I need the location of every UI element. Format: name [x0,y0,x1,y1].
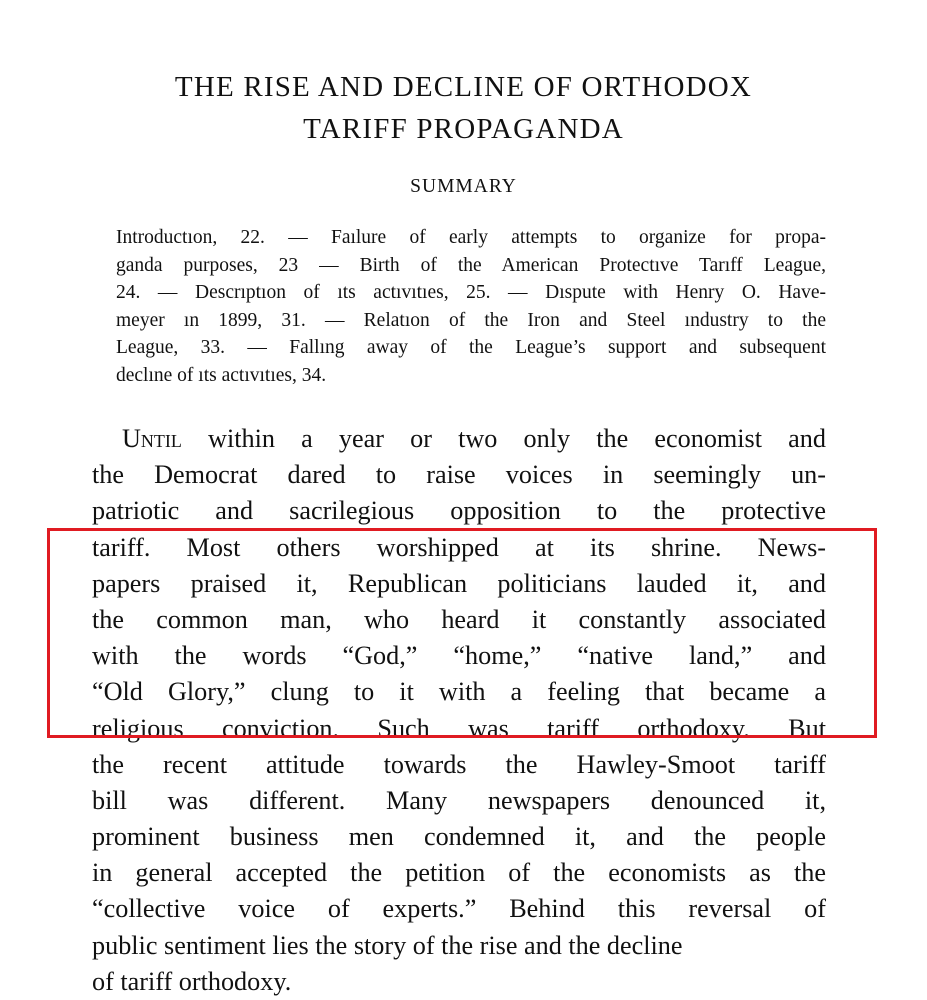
body-line: prominent business men condemned it, and the people [92,822,826,852]
body-line: the Democrat dared to raise voices in seemingly un- [92,460,826,490]
title-line-2: TARIFF PROPAGANDA [303,113,624,145]
body-line: religious conviction. Such was tariff orthodoxy. But [92,713,826,743]
body-line: public sentiment lies the story of the rise and the decline [92,930,683,960]
body-line: tariff. Most others worshipped at its shrine. News- [92,532,826,562]
lead-word: Until [122,424,182,453]
body-line-first [92,421,826,457]
article-title [60,66,867,150]
body-line: “Old Glory,” clung to it with a feeling that became a [92,677,826,707]
summary-line: 24. — Descrıptıon of ıts actıvıtıes, 25. — Dıspute with Henry O. Have- [116,282,826,304]
body-line: with the words “God,” “home,” “native land,” and [92,641,826,671]
summary-line: League, 33. — Fallıng away of the League’s support and subsequent [116,337,826,359]
body-line-final: of tariff orthodoxy. [92,966,292,996]
body-line: “collective voice of experts.” Behind this reversal of [92,894,826,924]
summary-paragraph [116,224,826,390]
body-line: papers praised it, Republican politicians lauded it, and [92,568,826,598]
summary-line: declıne of ıts actıvıtıes, 34. [116,364,327,386]
summary-heading: SUMMARY [410,176,517,197]
summary-line: meyer ın 1899, 31. — Relatıon of the Iron and Steel ındustry to the [116,309,826,331]
first-line-rest: within a year or two only the economist and [181,424,826,453]
summary-line: ganda purposes, 23 — Birth of the American Protectıve Tarıff League, [116,254,826,276]
body-line: the recent attitude towards the Hawley-Smoot tariff [92,749,826,779]
summary-line: Introductıon, 22. — Faılure of early attempts to organize for propa- [116,227,826,248]
title-line-1: THE RISE AND DECLINE OF ORTHODOX [174,71,753,103]
body-paragraph [92,421,826,1000]
body-line: patriotic and sacrilegious opposition to the protective [92,496,826,526]
body-line: in general accepted the petition of the economists as the [92,858,826,888]
body-line: bill was different. Many newspapers denounced it, [92,785,826,815]
body-line: the common man, who heard it constantly associated [92,604,826,634]
